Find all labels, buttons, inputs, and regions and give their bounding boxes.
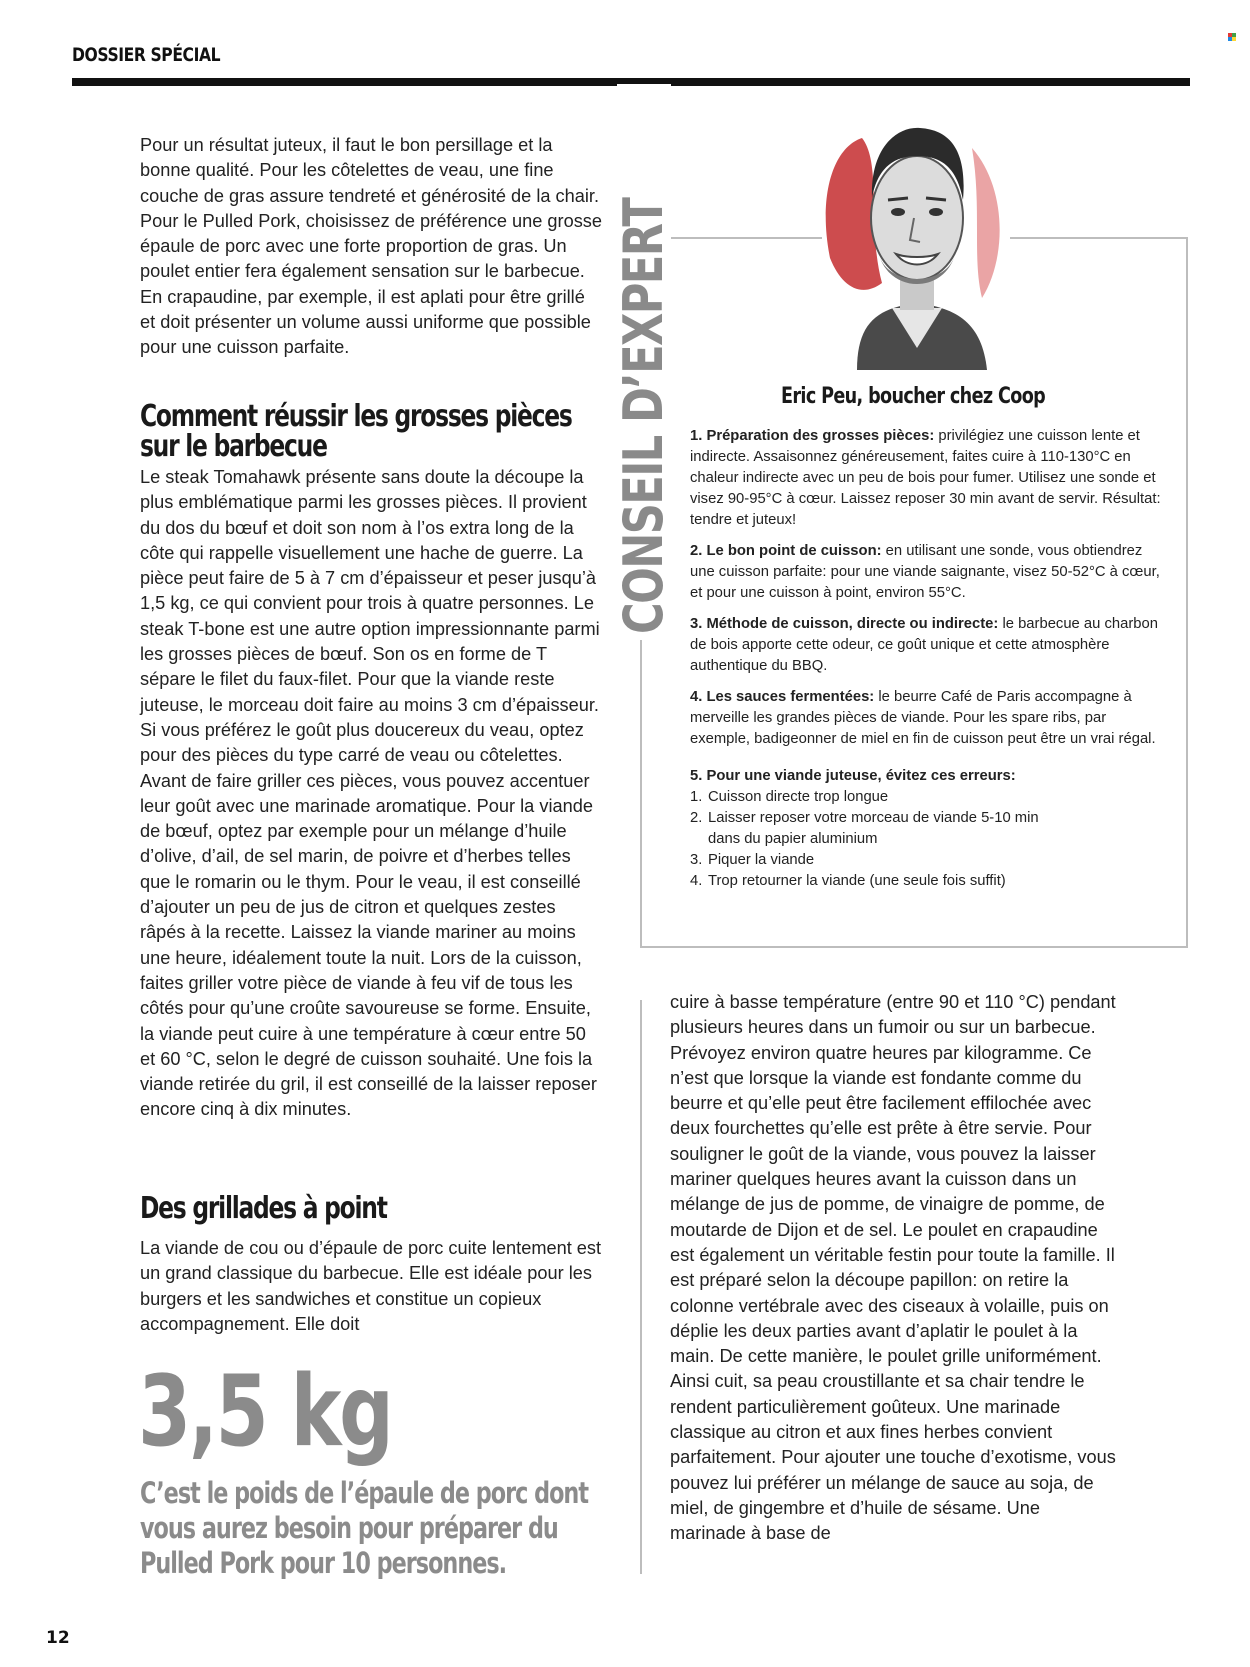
expert-name xyxy=(640,384,1186,409)
tip-item xyxy=(690,541,1162,604)
tip-text: privilégiez une cuisson lente et indirecte. Assaisonnez généreusement, faites cuire à 110-130°C en chaleur indirecte avec un peu de bois pour fumer. Utilisez une sonde et visez 90-95°C à cœur. Laissez reposer 30 min avant de servir. Résultat: tendre et juteux! xyxy=(690,428,1161,528)
grillades-paragraph: La viande de cou ou d’épaule de porc cuite lentement est un grand classique du barbecue. Elle est idéale pour les burgers et les sandwiches et constitue un copieux accompagnement. Elle doit xyxy=(140,1238,602,1334)
expert-portrait-illustration xyxy=(822,108,1012,370)
grosses-pieces-paragraph: Le steak Tomahawk présente sans doute la découpe la plus emblématique parmi les grosses pièces. Il provient du dos du bœuf et doit son nom à l’os extra long de la côte qui rappelle visuellement une hache de guerre. La pièce peut faire de 5 à 7 cm d’épaisseur et peser jusqu’à 1,5 kg, ce qui convient pour trois à quatre personnes. Le steak T-bone est une autre option impressionnante parmi les grosses pièces de bœuf. Son os en forme de T sépare le filet du faux-filet. Pour que la viande reste juteuse, le morceau doit faire au moins 3 cm d’épaisseur. Si vous préférez le goût plus doucereux du veau, optez pour des pièces du type carré de veau ou côtelettes. Avant de faire griller ces pièces, vous pouvez accentuer leur goût avec une marinade aromatique. Pour la viande de bœuf, optez par exemple pour un mélange d’huile d’olive, d’ail, de sel marin, de poivre et d’herbes telles que le romarin ou le thym. Pour le veau, il est conseillé d’ajouter un peu de jus de citron et quelques zestes râpés à la recette. Laissez la viande mariner au moins une heure, idéalement toute la nuit. Lors de la cuisson, faites griller votre pièce de viande à feu vif de tous les côtés pour qu’une croûte savoureuse se forme. Ensuite, la viande peut cuire à une température à cœur entre 50 et 60 °C, selon le degré de cuisson souhaité. Une fois la viande retirée du gril, il est conseillé de la laisser reposer encore cinq à dix minutes. xyxy=(140,467,600,1120)
expert-vertical-title xyxy=(612,84,675,640)
error-text: Laisser reposer votre morceau de viande 5-10 min xyxy=(708,810,1039,826)
stat-value: 3,5 kg xyxy=(138,1355,392,1469)
tip-text: le barbecue au charbon de bois apporte cette odeur, ce goût unique et cette atmosphère authentique du BBQ. xyxy=(690,616,1158,674)
heading-grosses-pieces xyxy=(140,399,577,464)
error-item xyxy=(690,871,1162,892)
intro-paragraph: Pour un résultat juteux, il faut le bon persillage et la bonne qualité. Pour les côtelettes de veau, une fine couche de gras assure tendreté et générosité de la chair. Pour le Pulled Pork, choisissez de préférence une grosse épaule de porc avec une forte proportion de gras. Un poulet entier fera également sensation sur le barbecue. En crapaudine, par exemple, il est aplati pour être grillé et doit présenter un volume aussi uniforme que possible pour une cuisson parfaite. xyxy=(140,135,603,358)
tip-title: 2. Le bon point de cuisson: xyxy=(690,543,882,559)
error-number: 4. xyxy=(690,873,703,889)
column-rule xyxy=(640,1000,642,1574)
error-text: Cuisson directe trop longue xyxy=(708,789,889,805)
error-text: Piquer la viande xyxy=(708,852,815,868)
tip-title: 4. Les sauces fermentées: xyxy=(690,689,875,705)
section-label: DOSSIER SPÉCIAL xyxy=(72,44,221,66)
tip-text: en utilisant une sonde, vous obtiendrez une cuisson parfaite: pour une viande saignante, visez 50-52°C à cœur, et pour une cuisson à point, environ 55°C. xyxy=(690,543,1160,601)
errors-title: 5. Pour une viande juteuse, évitez ces erreurs: xyxy=(690,768,1016,784)
error-item xyxy=(690,787,1162,808)
errors-list xyxy=(690,787,1162,892)
continuation-paragraph: cuire à basse température (entre 90 et 110 °C) pendant plusieurs heures dans un fumoir ou sur un barbecue. Prévoyez environ quatre heures par kilogramme. Ce n’est que lorsque la viande est fondante comme du beurre et qu’elle peut être facilement effilochée avec deux fourchettes qu’elle est prête à être servie. Pour souligner le goût de la viande, vous pouvez la laisser mariner quelques heures avant la cuisson dans un mélange de jus de pomme, de vinaigre de pomme, de moutarde de Dijon et de sel. Le poulet en crapaudine est également un véritable festin pour toute la famille. Il est préparé selon la découpe papillon: on retire la colonne vertébrale avec des ciseaux à volaille, puis on déplie les deux parties avant d’aplatir le poulet à la main. De cette manière, le poulet grille uniformément. Ainsi cuit, sa peau croustillante et sa chair tendre le rendent particulièrement goûteux. Une marinade classique au citron et aux fines herbes convient parfaitement. Pour ajouter une touche d’exotisme, vous pouvez lui préférer un mélange de sauce au soja, de miel, de gingembre et d’huile de sésame. Une marinade à base de xyxy=(670,992,1116,1544)
tip-item xyxy=(690,687,1162,750)
error-text-continued: dans du papier aluminium xyxy=(708,831,878,847)
tip-title: 1. Préparation des grosses pièces: xyxy=(690,428,935,444)
heading-grosses-pieces-text: Comment réussir les grosses pièces sur le barbecue xyxy=(140,399,572,464)
tip-text: le beurre Café de Paris accompagne à merveille les grandes pièces de viande. Pour les spare ribs, par exemple, badigeonner de miel en fin de cuisson peut être un vrai régal. xyxy=(690,689,1156,747)
error-number: 1. xyxy=(690,789,703,805)
page-number: 12 xyxy=(46,1628,70,1648)
heading-grillades: Des grillades à point xyxy=(140,1191,387,1226)
tip-item xyxy=(690,426,1162,531)
error-number: 2. xyxy=(690,810,703,826)
error-number: 3. xyxy=(690,852,703,868)
error-text: Trop retourner la viande (une seule fois suffit) xyxy=(708,873,1006,889)
tip-item xyxy=(690,614,1162,677)
error-item xyxy=(690,850,1162,871)
expert-name-text: Eric Peu, boucher chez Coop xyxy=(780,384,1046,409)
color-mark-icon xyxy=(1228,33,1236,41)
expert-box-top-rule-right xyxy=(1010,237,1186,239)
error-item xyxy=(690,808,1162,850)
expert-vertical-title-text: CONSEIL D’EXPERT xyxy=(612,198,675,634)
tip-title: 3. Méthode de cuisson, directe ou indirecte: xyxy=(690,616,999,632)
expert-tips xyxy=(690,426,1162,892)
stat-caption: C’est le poids de l’épaule de porc dont vous aurez besoin pour préparer du Pulled Pork pour 10 personnes. xyxy=(140,1476,588,1580)
